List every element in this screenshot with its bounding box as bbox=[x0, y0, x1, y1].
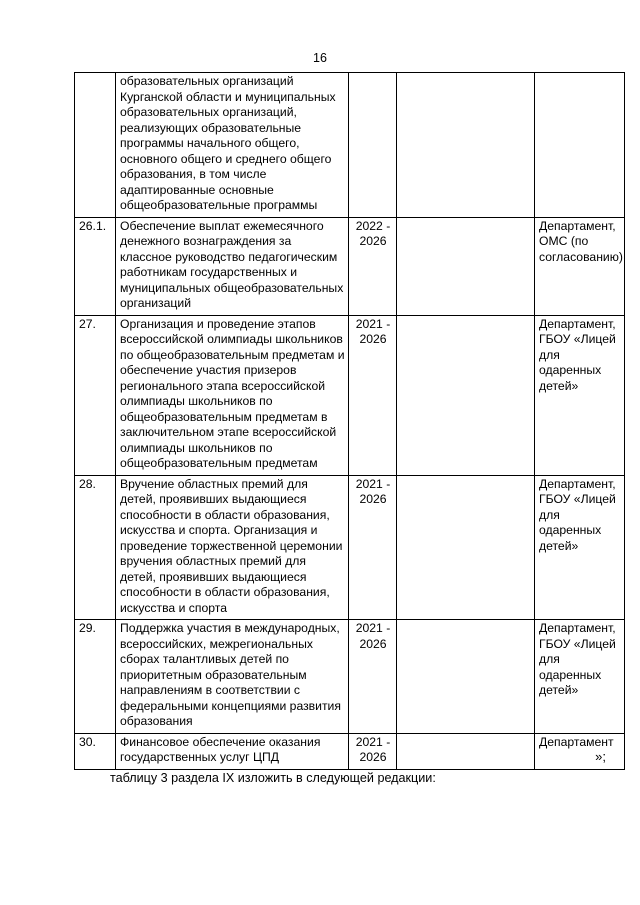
measure-description-cell: Вручение областных премий для детей, проявивших выдающиеся способности в области образования, искусства и спорта. Организация и проведение торжественной церемонии вручения областных премий для детей, проявивших выдающиеся способности в области образования, искусства и спорта bbox=[116, 475, 349, 620]
table-body bbox=[75, 73, 625, 770]
responsible-executor-cell: Департамент, ОМС (по согласованию) bbox=[535, 217, 625, 315]
table-row bbox=[75, 620, 625, 734]
program-measures-table bbox=[74, 72, 625, 770]
amendment-instruction-text: таблицу 3 раздела IX изложить в следующей редакции: bbox=[110, 771, 436, 785]
measure-description-cell: Поддержка участия в международных, всероссийских, межрегиональных сборах талантливых детей по приоритетным образовательным направлениям в соответствии с федеральными концепциями развития образования bbox=[116, 620, 349, 734]
table-row bbox=[75, 315, 625, 475]
measure-description-cell: Финансовое обеспечение оказания государственных услуг ЦПД bbox=[116, 733, 349, 769]
table-row bbox=[75, 733, 625, 769]
measure-description-cell: Организация и проведение этапов всероссийской олимпиады школьников по общеобразовательным предметам и обеспечение участия призеров регионального этапа всероссийской олимпиады школьников по общеобразовательным предметам в заключительном этапе всероссийской олимпиады школьников по общеобразовательным предметам bbox=[116, 315, 349, 475]
responsible-executor-cell: Департамент bbox=[535, 733, 625, 769]
empty-cell bbox=[397, 733, 535, 769]
table-row bbox=[75, 475, 625, 620]
row-number-cell bbox=[75, 73, 116, 218]
responsible-executor-cell: Департамент, ГБОУ «Лицей для одаренных детей» bbox=[535, 315, 625, 475]
responsible-executor-cell: Департамент, ГБОУ «Лицей для одаренных детей» bbox=[535, 475, 625, 620]
table-row bbox=[75, 73, 625, 218]
row-number-cell: 30. bbox=[75, 733, 116, 769]
implementation-years-cell: 2021 - 2026 bbox=[349, 315, 397, 475]
empty-cell bbox=[397, 217, 535, 315]
empty-cell bbox=[397, 315, 535, 475]
implementation-years-cell: 2021 - 2026 bbox=[349, 733, 397, 769]
table-row bbox=[75, 217, 625, 315]
implementation-years-cell: 2021 - 2026 bbox=[349, 620, 397, 734]
row-number-cell: 28. bbox=[75, 475, 116, 620]
page-number: 16 bbox=[313, 51, 327, 65]
closing-quote-mark: »; bbox=[595, 749, 606, 764]
implementation-years-cell: 2021 - 2026 bbox=[349, 475, 397, 620]
row-number-cell: 27. bbox=[75, 315, 116, 475]
implementation-years-cell bbox=[349, 73, 397, 218]
implementation-years-cell: 2022 - 2026 bbox=[349, 217, 397, 315]
empty-cell bbox=[397, 620, 535, 734]
empty-cell bbox=[397, 73, 535, 218]
responsible-executor-cell: Департамент, ГБОУ «Лицей для одаренных детей» bbox=[535, 620, 625, 734]
measure-description-cell: Обеспечение выплат ежемесячного денежного вознаграждения за классное руководство педагогическим работникам государственных и муниципальных общеобразовательных организаций bbox=[116, 217, 349, 315]
row-number-cell: 29. bbox=[75, 620, 116, 734]
empty-cell bbox=[397, 475, 535, 620]
row-number-cell: 26.1. bbox=[75, 217, 116, 315]
responsible-executor-cell bbox=[535, 73, 625, 218]
measure-description-cell: образовательных организаций Курганской области и муниципальных образовательных организаций, реализующих образовательные программы начального общего, основного общего и среднего общего образования, в том числе адаптированные основные общеобразовательные программы bbox=[116, 73, 349, 218]
